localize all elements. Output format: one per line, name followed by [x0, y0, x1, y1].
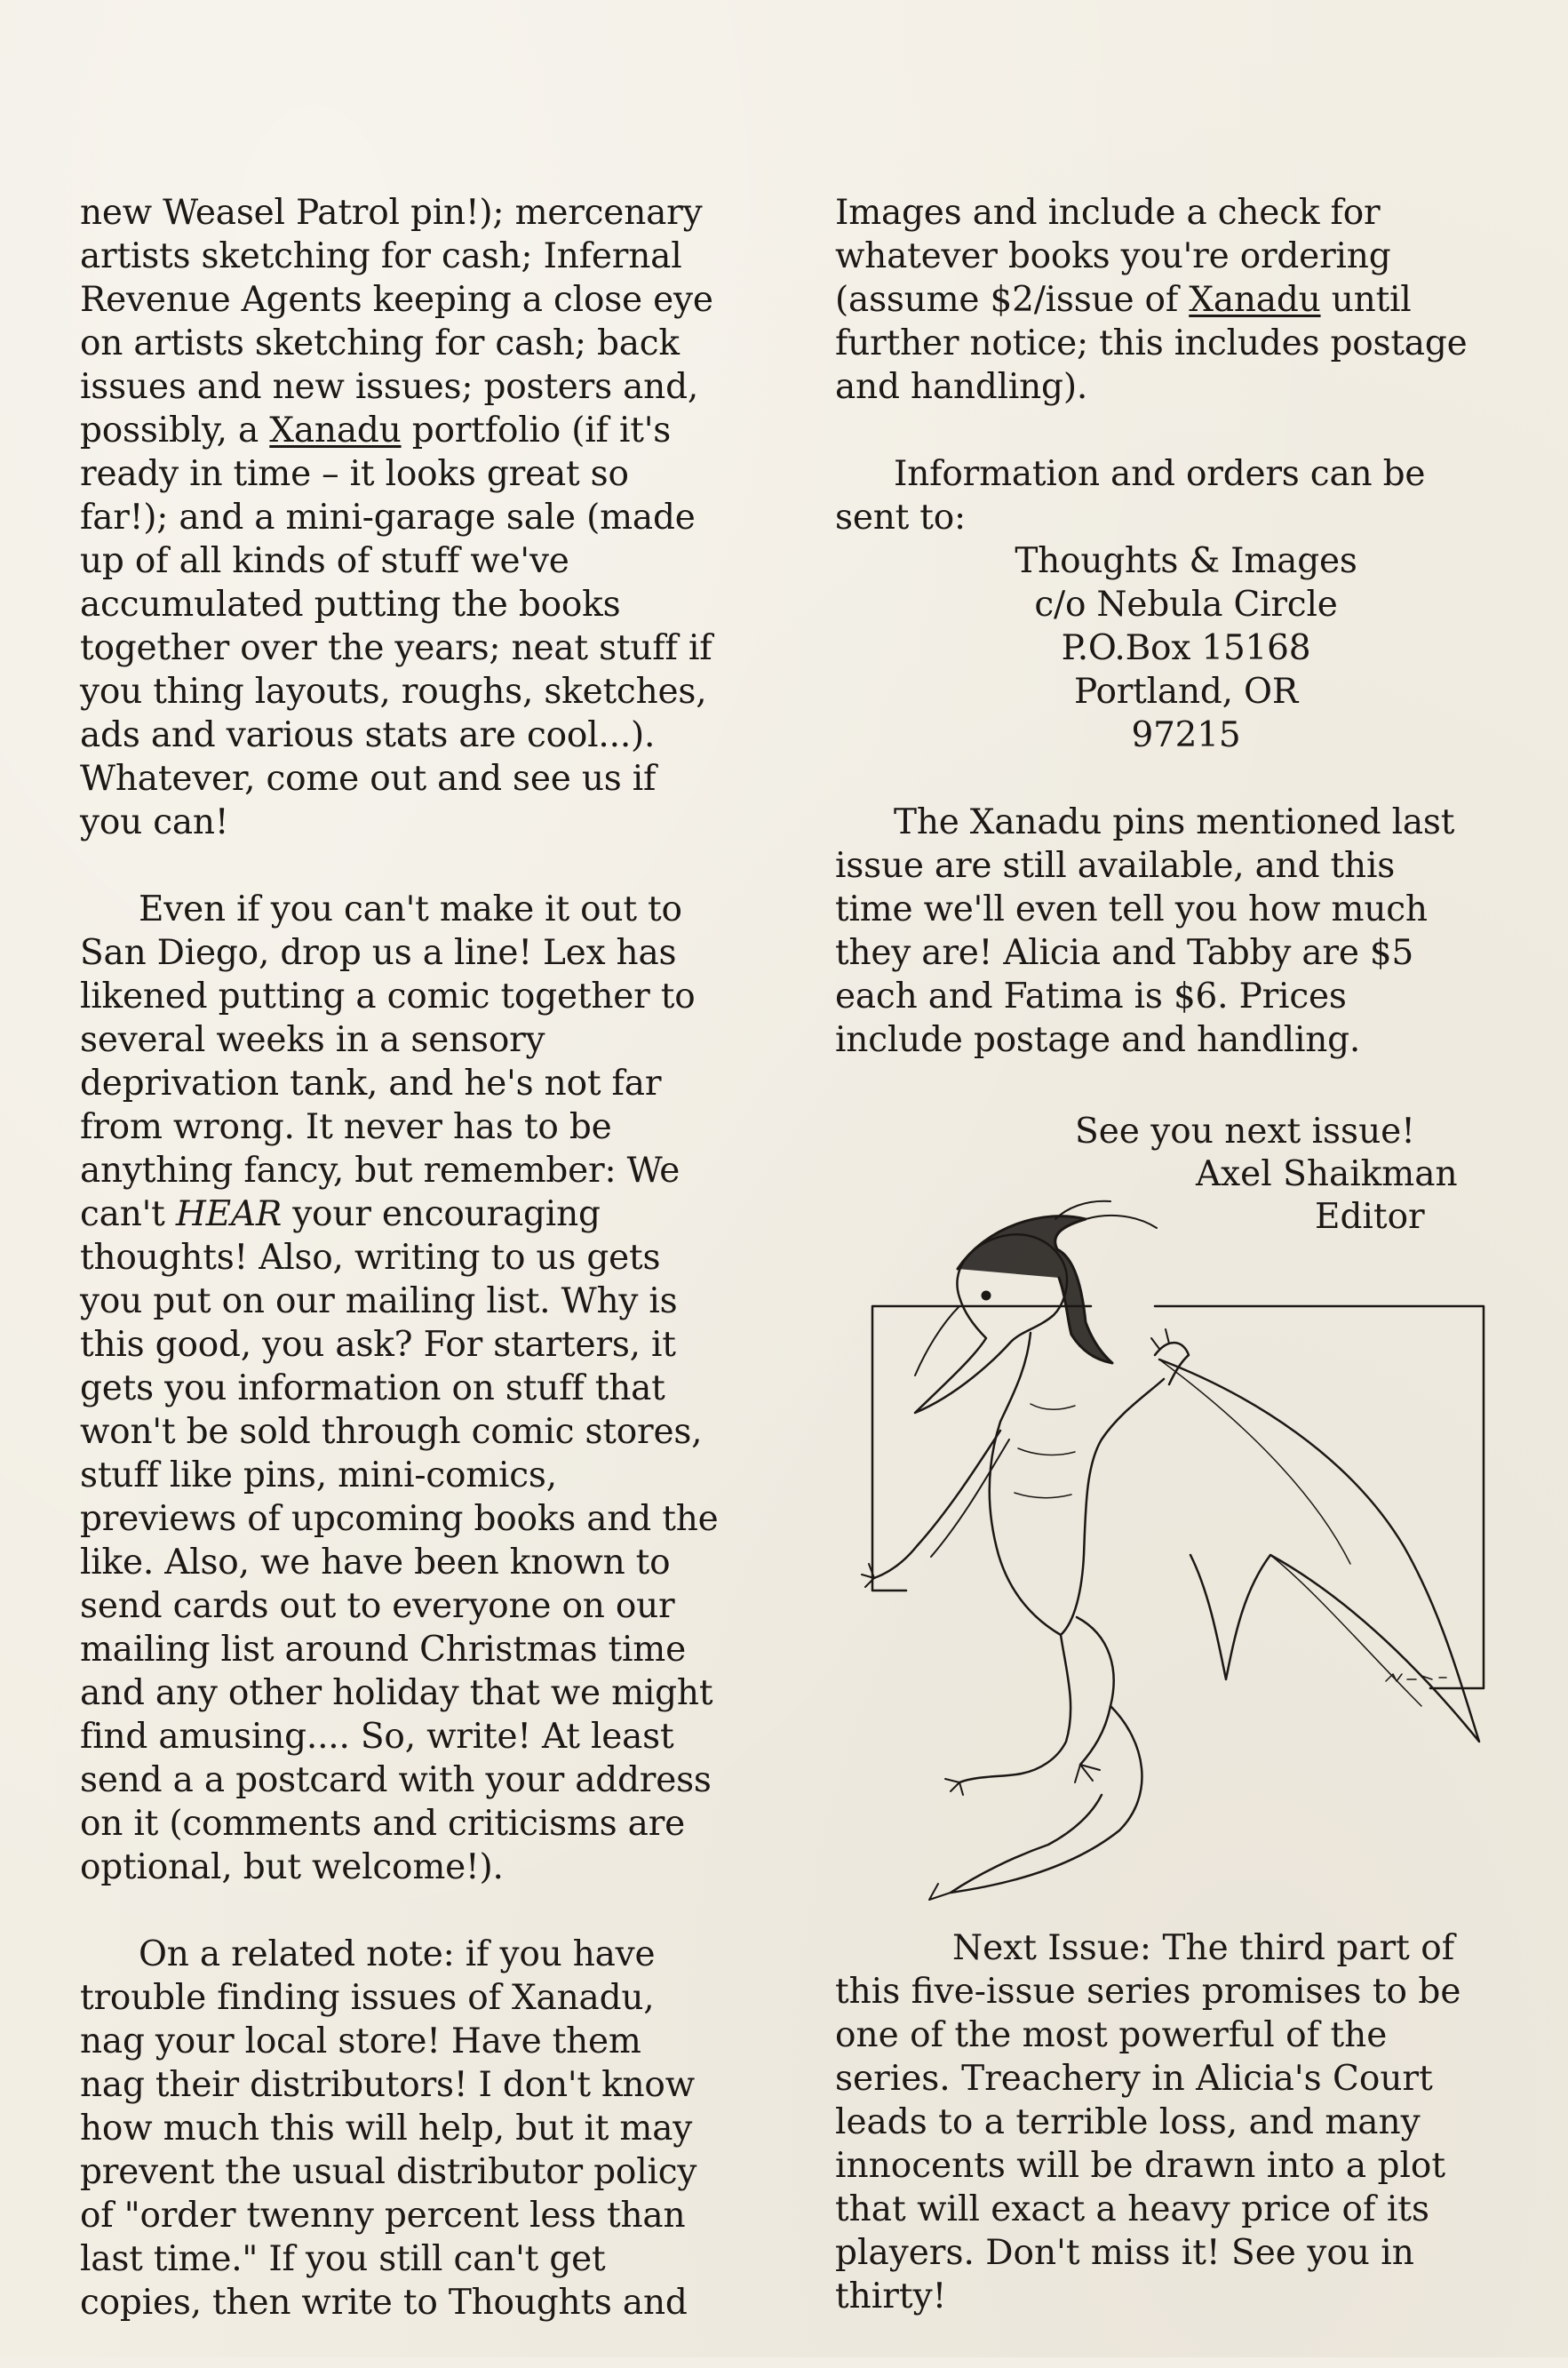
text-line: they are! Alicia and Tabby are $5 [835, 933, 1414, 973]
text-line [80, 409, 791, 452]
text-line: previews of upcoming books and the [80, 1499, 719, 1539]
mailing-address [835, 539, 1537, 757]
text-fragment: portfolio (if it's [401, 411, 672, 450]
text-line: issues and new issues; posters and, [80, 367, 699, 407]
text-line: leads to a terrible loss, and many [835, 2102, 1421, 2142]
text-line: Images and include a check for [835, 193, 1381, 233]
text-line: you thing layouts, roughs, sketches, [80, 672, 707, 712]
text-line: and any other holiday that we might [80, 1673, 713, 1713]
arm [874, 1431, 1000, 1578]
text-line: how much this will help, but it may [80, 2109, 693, 2149]
text-line: trouble finding issues of Xanadu, [80, 1978, 655, 2018]
text-fragment: can't [80, 1194, 176, 1234]
text-line: artists sketching for cash; Infernal [80, 236, 682, 276]
left-column [80, 191, 791, 2368]
address-line: 97215 [1131, 715, 1241, 755]
text-line: stuff like pins, mini-comics, [80, 1455, 557, 1495]
text-line: one of the most powerful of the [835, 2015, 1388, 2055]
text-line: like. Also, we have been known to [80, 1543, 671, 1583]
text-line: find amusing.... So, write! At least [80, 1717, 674, 1757]
text-fragment: your encouraging [282, 1194, 601, 1234]
wing [1159, 1359, 1479, 1742]
text-line: innocents will be drawn into a plot [835, 2146, 1446, 2186]
text-line: San Diego, drop us a line! Lex has [80, 933, 677, 973]
text-line: thoughts! Also, writing to us gets [80, 1238, 661, 1278]
text-line: several weeks in a sensory [80, 1020, 545, 1060]
text-line: Next Issue: The third part of [952, 1928, 1455, 1968]
next-issue-paragraph [835, 1926, 1546, 2318]
text-line: last time." If you still can't get [80, 2239, 606, 2279]
right-paragraph-1 [835, 191, 1537, 409]
text-line: far!); and a mini-garage sale (made [80, 498, 696, 538]
address-line: Portland, OR [1074, 672, 1298, 712]
mane [958, 1216, 1112, 1363]
text-line: send a a postcard with your address [80, 1760, 712, 1800]
text-line [80, 1192, 791, 1236]
text-line: mailing list around Christmas time [80, 1630, 686, 1670]
text-line: on it (comments and criticisms are [80, 1804, 686, 1844]
text-line: up of all kinds of stuff we've [80, 541, 569, 581]
text-line: sent to: [835, 498, 966, 538]
right-paragraph-2 [835, 452, 1537, 539]
signoff-line: See you next issue! [1075, 1112, 1415, 1152]
address-line: Thoughts & Images [1015, 541, 1357, 581]
title-xanadu: Xanadu [1189, 280, 1321, 320]
text-line: On a related note: if you have [139, 1934, 656, 1974]
text-line: Revenue Agents keeping a close eye [80, 280, 713, 320]
text-line: and handling). [835, 367, 1088, 407]
text-line [835, 278, 1537, 322]
text-line: of "order twenny percent less than [80, 2196, 686, 2236]
text-line: issue are still available, and this [835, 846, 1396, 886]
text-line: this good, you ask? For starters, it [80, 1325, 676, 1365]
text-line: send cards out to everyone on our [80, 1586, 675, 1626]
text-line: whatever books you're ordering [835, 236, 1391, 276]
text-line: prevent the usual distributor policy [80, 2152, 697, 2192]
text-line: Whatever, come out and see us if [80, 759, 657, 799]
left-paragraph-3 [80, 1933, 791, 2324]
text-line: ads and various stats are cool...). [80, 715, 656, 755]
right-column [835, 191, 1537, 1105]
text-fragment: possibly, a [80, 411, 270, 450]
text-line: new Weasel Patrol pin!); mercenary [80, 193, 703, 233]
text-line: Information and orders can be [894, 454, 1426, 494]
text-line: likened putting a comic together to [80, 977, 696, 1017]
text-line: deprivation tank, and he's not far [80, 1064, 662, 1104]
leg [959, 1635, 1071, 1782]
text-line: copies, then write to Thoughts and [80, 2283, 688, 2323]
text-line: each and Fatima is $6. Prices [835, 977, 1347, 1017]
text-line: on artists sketching for cash; back [80, 323, 680, 363]
address-line: P.O.Box 15168 [1061, 628, 1311, 668]
text-line: players. Don't miss it! See you in [835, 2233, 1414, 2273]
address-line: c/o Nebula Circle [1034, 585, 1338, 625]
text-line: together over the years; neat stuff if [80, 628, 712, 668]
text-line: ready in time – it looks great so [80, 454, 629, 494]
text-line: The Xanadu pins mentioned last [894, 802, 1455, 842]
text-line: nag their distributors! I don't know [80, 2065, 695, 2105]
text-line: Even if you can't make it out to [139, 889, 682, 929]
title-xanadu: Xanadu [269, 411, 402, 450]
text-line: thirty! [835, 2276, 947, 2316]
dragon-illustration [853, 1173, 1528, 1902]
text-line: nag your local store! Have them [80, 2021, 641, 2061]
text-line: optional, but welcome!). [80, 1847, 504, 1887]
emphasis-hear: HEAR [175, 1194, 283, 1234]
torso [990, 1333, 1164, 1635]
text-line: you can! [80, 802, 229, 842]
text-line: time we'll even tell you how much [835, 889, 1428, 929]
tail [951, 1706, 1142, 1893]
text-line: that will exact a heavy price of its [835, 2189, 1429, 2229]
text-line: this five-issue series promises to be [835, 1972, 1461, 2012]
left-paragraph-1 [80, 191, 791, 844]
artist-signature [1386, 1674, 1446, 1681]
text-line: accumulated putting the books [80, 585, 621, 625]
eye [982, 1291, 991, 1300]
text-fragment: (assume $2/issue of [835, 280, 1190, 320]
text-line: series. Treachery in Alicia's Court [835, 2059, 1433, 2099]
right-paragraph-3 [835, 801, 1537, 1062]
text-line: anything fancy, but remember: We [80, 1151, 681, 1191]
text-line: further notice; this includes postage [835, 323, 1468, 363]
text-line: from wrong. It never has to be [80, 1107, 612, 1147]
editor-title: Editor [1315, 1197, 1425, 1237]
text-line: won't be sold through comic stores, [80, 1412, 703, 1452]
text-line: you put on our mailing list. Why is [80, 1281, 678, 1321]
text-line: gets you information on stuff that [80, 1368, 665, 1408]
text-fragment: until [1320, 280, 1412, 320]
left-paragraph-2 [80, 888, 791, 1889]
editor-name: Axel Shaikman [1196, 1154, 1458, 1194]
text-line: include postage and handling. [835, 1020, 1361, 1060]
